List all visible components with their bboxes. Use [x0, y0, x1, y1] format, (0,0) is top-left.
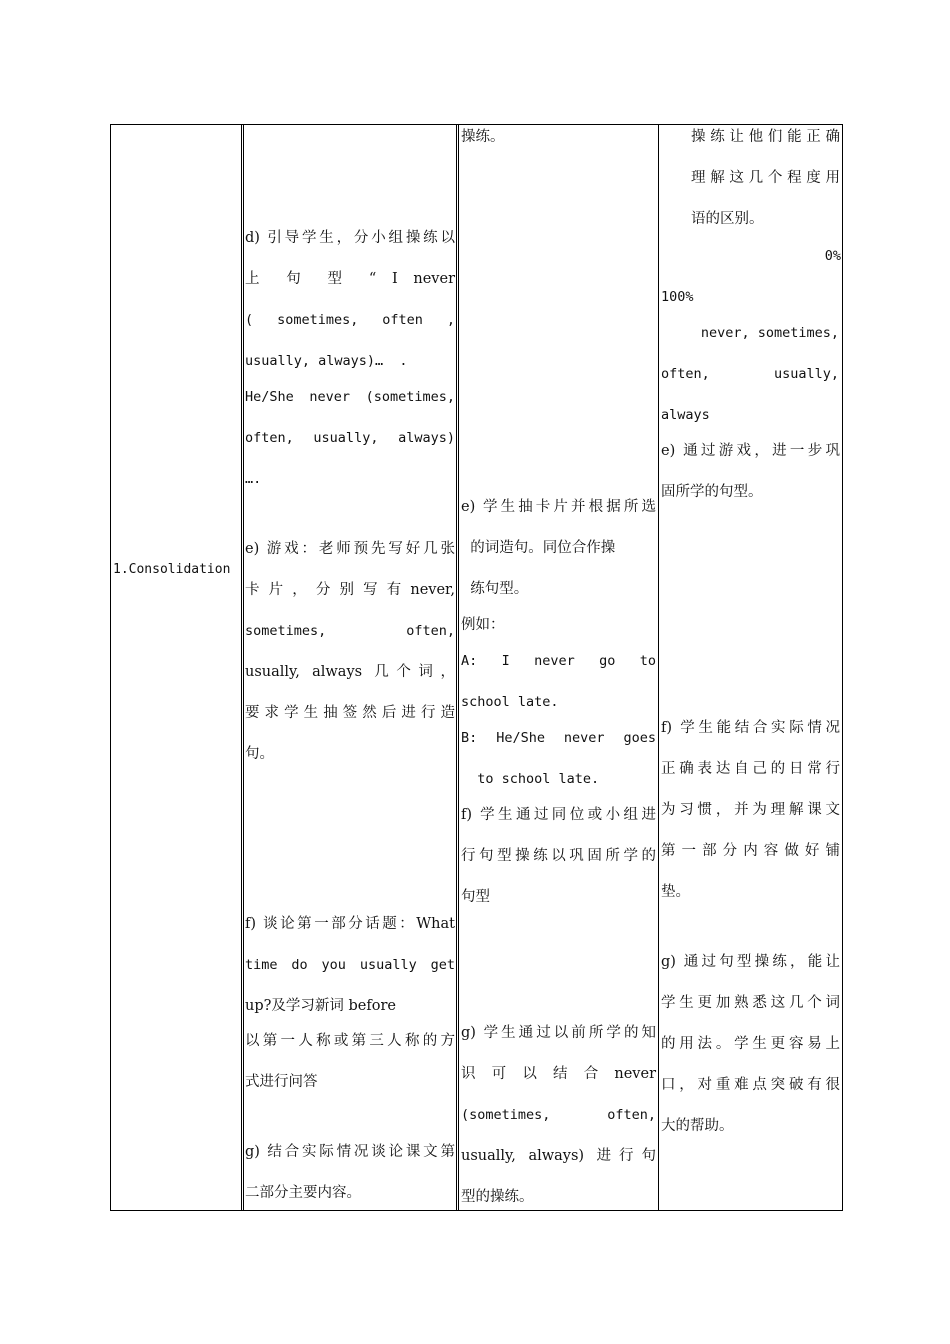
teacher-e-line: 卡 片 ， 分 别 写 有 never, [245, 582, 455, 598]
teacher-f-line: f) 谈论第一部分话题：What [245, 916, 455, 932]
purpose-g-line: 大的帮助。 [661, 1118, 734, 1134]
teacher-d-line: d) 引导学生，分小组操练以 [245, 230, 455, 246]
teacher-e-line: sometimes, often, [245, 623, 455, 639]
teacher-d-line: often, usually, always) [245, 430, 455, 446]
teacher-g-line: 二部分主要内容。 [245, 1185, 361, 1201]
teacher-e-line: e) 游戏：老师预先写好几张 [245, 541, 455, 557]
teacher-f-line: 以第一人称或第三人称的方 [245, 1033, 455, 1049]
teacher-d-line: He/She never (sometimes, [245, 389, 455, 405]
purpose-g-line: g) 通过句型操练，能让 [661, 954, 840, 970]
teacher-d-line: …. [245, 471, 262, 487]
teacher-e-line: usually, always 几个词， [245, 664, 455, 680]
student-e-line: A: I never go to [461, 653, 656, 669]
student-f-line: 行句型操练以巩固所学的 [461, 848, 656, 864]
purpose-top-line: 操练让他们能正确 [691, 129, 840, 145]
teacher-d-line: usually, always)… . [245, 353, 408, 369]
student-e-line: e) 学生抽卡片并根据所选 [461, 499, 656, 515]
purpose-f-line: 正确表达自己的日常行 [661, 761, 840, 777]
frequency-words-line: often, usually, [661, 366, 839, 382]
purpose-f-line: 为习惯，并为理解课文 [661, 802, 840, 818]
student-g-line: (sometimes, often, [461, 1107, 656, 1123]
teacher-d-line: ( sometimes, often , [245, 312, 455, 328]
teacher-f-line: up?及学习新词 before [245, 998, 396, 1014]
student-f-line: f) 学生通过同位或小组进 [461, 807, 656, 823]
student-e-line: B: He/She never goes [461, 730, 656, 746]
stage-label: 1.Consolidation [113, 562, 231, 577]
student-g-line: usually, always) 进行句 [461, 1148, 656, 1164]
frequency-words-line: always [661, 407, 710, 423]
column-divider-1b [243, 124, 244, 1211]
teacher-g-line: g) 结合实际情况谈论课文第 [245, 1144, 455, 1160]
student-e-line: 例如： [461, 617, 505, 633]
column-divider-2 [456, 124, 457, 1211]
purpose-g-line: 口，对重难点突破有很 [661, 1077, 840, 1093]
teacher-d-line: 上 句 型 “ I never [245, 271, 455, 287]
purpose-f-line: f) 学生能结合实际情况 [661, 720, 840, 736]
teacher-e-line: 句。 [245, 746, 274, 762]
purpose-g-line: 学生更加熟悉这几个词 [661, 995, 840, 1011]
student-top-line: 操练。 [461, 129, 505, 145]
teacher-f-line: 式进行问答 [245, 1074, 318, 1090]
student-g-line: 型的操练。 [461, 1189, 534, 1205]
student-e-line: to school late. [461, 771, 600, 787]
purpose-g-line: 的用法。学生更容易上 [661, 1036, 840, 1052]
purpose-f-line: 垫。 [661, 884, 690, 900]
frequency-words-line: never, sometimes, [700, 325, 839, 341]
percent-zero: 0% [824, 248, 841, 264]
student-e-line: 的词造句。同位合作操 [461, 540, 616, 556]
student-f-line: 句型 [461, 889, 490, 905]
column-divider-2b [458, 124, 459, 1211]
purpose-top-line: 语的区别。 [691, 211, 764, 227]
purpose-f-line: 第一部分内容做好铺 [661, 843, 840, 859]
percent-hundred: 100% [661, 289, 694, 305]
column-divider-3 [658, 124, 659, 1211]
table-right-border [842, 124, 843, 1211]
student-g-line: 识 可 以 结 合 never [461, 1066, 656, 1082]
column-divider-1 [241, 124, 242, 1211]
purpose-e-line: 固所学的句型。 [661, 484, 763, 500]
student-g-line: g) 学生通过以前所学的知 [461, 1025, 656, 1041]
teacher-e-line: 要求学生抽签然后进行造 [245, 705, 455, 721]
student-e-line: 练句型。 [461, 581, 529, 597]
purpose-e-line: e) 通过游戏，进一步巩 [661, 443, 840, 459]
student-e-line: school late. [461, 694, 559, 710]
purpose-top-line: 理解这几个程度用 [691, 170, 840, 186]
table-left-border [110, 124, 111, 1211]
teacher-f-line: time do you usually get [245, 957, 455, 973]
